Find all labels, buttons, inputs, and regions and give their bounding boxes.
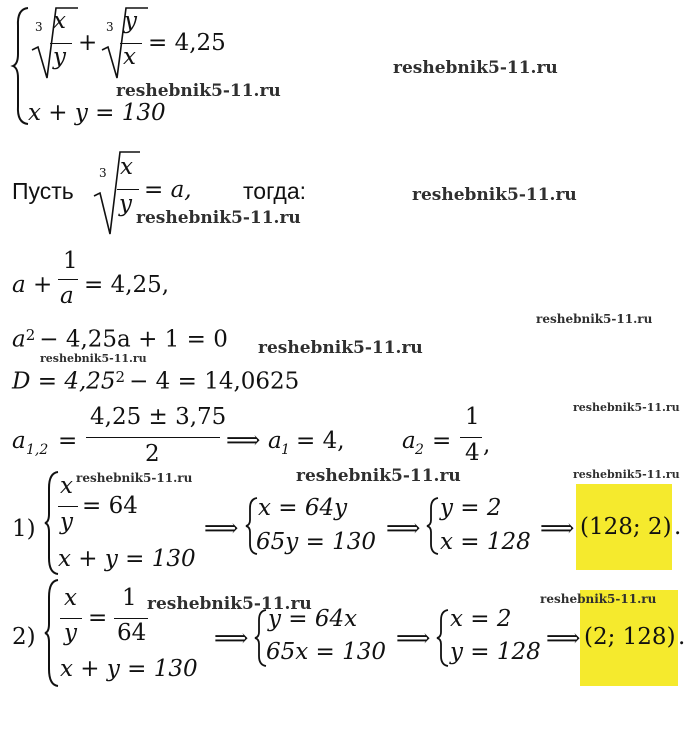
fraction-bar (117, 189, 139, 190)
watermark: reshebnik5-11.ru (136, 208, 301, 228)
let-word: Пусть (12, 178, 74, 204)
root-a1: a (268, 428, 282, 454)
fraction-bar (114, 618, 148, 619)
watermark: reshebnik5-11.ru (540, 592, 657, 606)
fraction-bar (86, 437, 220, 438)
plus-sign: + (78, 30, 98, 56)
then-word: тогда: (243, 178, 307, 204)
root-index: 3 (99, 166, 107, 180)
case1-period: . (674, 514, 682, 540)
implies-arrow: ⟹ (204, 514, 239, 542)
case1-s2-line2: 65y = 130 (256, 529, 377, 555)
case2-s3-line2: y = 128 (450, 639, 541, 665)
root-a2-eq: = (432, 428, 452, 454)
left-brace-icon (44, 578, 60, 688)
fraction-bar (58, 506, 78, 507)
case1-label: 1) (12, 516, 36, 542)
implies-arrow: ⟹ (226, 426, 261, 454)
root-index: 3 (35, 20, 43, 34)
case2-rhs-den: 64 (117, 620, 147, 646)
watermark: reshebnik5-11.ru (573, 401, 680, 414)
frac-den-x: x (123, 44, 136, 70)
case1-frac-rhs: = 64 (82, 493, 138, 519)
case2-label: 2) (12, 624, 36, 650)
discriminant-equation: $D = 4,25^2 - 4 = 14,0625$ (12, 368, 300, 395)
system-eq2: x + y = 130 (28, 100, 166, 126)
case1-eq2: x + y = 130 (58, 546, 196, 572)
root-a2-num: 1 (465, 404, 480, 430)
fraction-bar (58, 279, 78, 280)
roots-eq: = (58, 428, 78, 454)
case2-answer: (2; 128) (584, 624, 676, 650)
watermark: reshebnik5-11.ru (573, 468, 680, 481)
substitution-eq: = a, (144, 177, 192, 203)
roots-num: 4,25 ± 3,75 (90, 404, 227, 430)
root-a1-value: = 4, (296, 428, 345, 454)
root-a2-sub: 2 (415, 442, 424, 458)
frac-num-y: y (124, 8, 137, 34)
case1-frac-den: y (60, 509, 73, 535)
frac-num-x: x (120, 154, 133, 180)
implies-arrow: ⟹ (540, 514, 575, 542)
case2-s2-line2: 65x = 130 (266, 639, 387, 665)
case2-s2-line1: y = 64x (268, 606, 358, 632)
step2-equation: $a^2 - 4,25a + 1 = 0$ (12, 326, 228, 353)
implies-arrow: ⟹ (396, 624, 431, 652)
case2-frac-den: y (64, 620, 77, 646)
watermark: reshebnik5-11.ru (40, 352, 147, 365)
fraction-bar (60, 618, 82, 619)
case2-eq2: x + y = 130 (60, 656, 198, 682)
case1-s3-line2: x = 128 (440, 529, 531, 555)
case1-answer: (128; 2) (580, 514, 672, 540)
case2-rhs-num: 1 (122, 585, 137, 611)
comma: , (483, 432, 491, 458)
case2-period: . (678, 624, 686, 650)
frac-den-y: y (119, 191, 132, 217)
frac-den-y: y (53, 44, 66, 70)
root-a2: a (402, 428, 416, 454)
watermark: reshebnik5-11.ru (412, 185, 577, 205)
watermark: reshebnik5-11.ru (147, 594, 312, 614)
left-brace-icon (436, 609, 450, 667)
root-index: 3 (106, 20, 114, 34)
case2-s3-line1: x = 2 (450, 606, 512, 632)
step1-num: 1 (63, 248, 78, 274)
step1-lhs: a + (12, 272, 53, 298)
case1-s2-line1: x = 64y (258, 495, 348, 521)
case1-s3-line1: y = 2 (440, 495, 502, 521)
fraction-bar (460, 437, 482, 438)
frac-num-x: x (53, 8, 66, 34)
watermark: reshebnik5-11.ru (76, 471, 193, 485)
implies-arrow: ⟹ (386, 514, 421, 542)
watermark: reshebnik5-11.ru (258, 338, 423, 358)
system-eq1-rhs: = 4,25 (148, 30, 226, 56)
root-a1-sub: 1 (281, 442, 290, 458)
cube-root-icon (92, 148, 142, 238)
case1-frac-num: x (60, 473, 73, 499)
roots-den: 2 (145, 441, 160, 467)
watermark: reshebnik5-11.ru (536, 312, 653, 326)
watermark: reshebnik5-11.ru (393, 58, 558, 78)
watermark: reshebnik5-11.ru (296, 466, 461, 486)
root-a2-den: 4 (465, 440, 480, 466)
step1-rhs: = 4,25, (84, 272, 170, 298)
case2-frac-num: x (64, 585, 77, 611)
left-brace-icon (426, 497, 440, 555)
watermark: reshebnik5-11.ru (116, 81, 281, 101)
case2-eq: = (88, 605, 108, 631)
step1-den: a (60, 283, 74, 309)
implies-arrow: ⟹ (546, 624, 581, 652)
implies-arrow: ⟹ (214, 624, 249, 652)
root-sub: 1,2 (26, 442, 49, 458)
root-a: a (12, 428, 26, 454)
